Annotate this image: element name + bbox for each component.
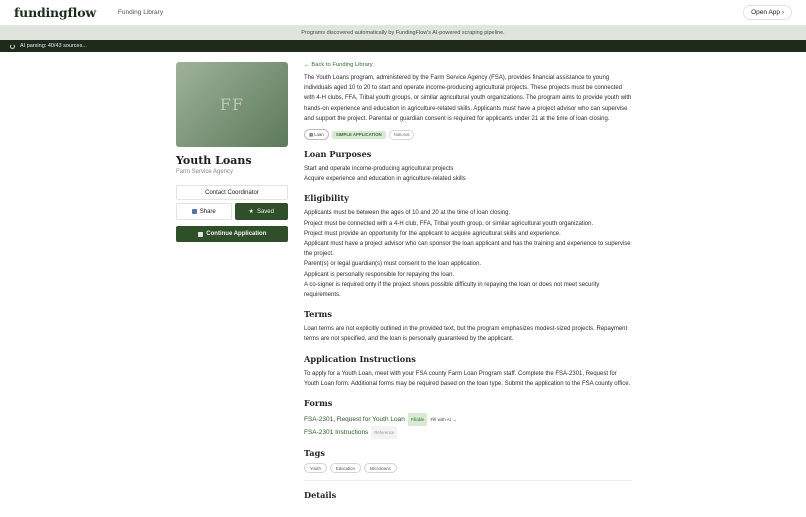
fill-with-ai-link[interactable]: Fill with AI →	[430, 417, 457, 423]
contact-coordinator-label: Contact Coordinator	[205, 189, 259, 196]
top-navigation	[0, 0, 806, 26]
share-button[interactable]	[176, 203, 232, 220]
form-link-fsa-2301[interactable]: FSA-2301, Request for Youth Loan	[304, 416, 405, 424]
eligibility-section	[304, 193, 632, 300]
eligibility-item: A co-signer is required only if the project shows possible difficulty in repaying the loan or does not meet security requirements.	[304, 281, 600, 299]
application-instructions-section	[304, 354, 632, 389]
details-heading: Details	[304, 490, 337, 501]
program-description: The Youth Loans program, administered by the Farm Service Agency (FSA), provides financial assistance to young individuals aged 10 to 20 to start and operate income-producing agricultural projects. These projects must be connected with 4-H clubs, FFA, Tribal youth groups, or similar agricultural youth organizations. The program aims to provide youth with hands-on experience and education in agriculture-related skills. Applicants must have a project advisor who can supervise and support the project. Parental or guardian consent is required for applicants under 21 at the time of loan closing.	[304, 75, 632, 122]
eligibility-item: Applicant must have a project advisor who can sponsor the loan applicant and has the training and experience to supervise the project.	[304, 241, 631, 258]
continue-application-button[interactable]	[176, 226, 288, 242]
reference-badge: Reference	[371, 426, 397, 439]
section-divider	[304, 480, 632, 481]
eligibility-item: Project must be connected with a 4-H club, FFA, Tribal youth group, or similar agricultural youth organization.	[304, 220, 594, 227]
terms-section	[304, 309, 632, 344]
continue-application-label: Continue Application	[206, 231, 267, 237]
parsing-status-text: AI parsing: 40/43 sources...	[20, 43, 87, 49]
eligibility-item: Parent(s) or legal guardian(s) must consent to the loan application.	[304, 261, 482, 268]
program-hero-image	[176, 62, 288, 147]
badge-simple-application: SIMPLE APPLICATION	[332, 131, 386, 139]
loading-spinner-icon	[10, 44, 15, 49]
nav-link-funding-library[interactable]: Funding Library	[117, 9, 164, 16]
details-section	[304, 490, 632, 500]
banner-text: Programs discovered automatically by FundingFlow's AI-powered scraping pipeline.	[301, 30, 505, 36]
terms-heading: Terms	[304, 309, 332, 320]
tags-section	[304, 448, 632, 473]
info-banner	[0, 26, 806, 40]
tag-microloans[interactable]: Microloans	[364, 463, 397, 473]
forms-heading: Forms	[304, 398, 333, 409]
tag-list	[304, 463, 632, 473]
form-link-fsa-2301-instructions[interactable]: FSA-2301 Instructions	[304, 429, 369, 437]
loan-purposes-heading: Loan Purposes	[304, 149, 372, 160]
loan-purpose-item: Acquire experience and education in agriculture-related skills	[304, 176, 466, 183]
hero-initials: FF	[219, 95, 245, 114]
document-icon: ▦	[197, 231, 204, 238]
badge-national: National	[389, 130, 415, 140]
action-button-row	[176, 203, 288, 220]
eligibility-heading: Eligibility	[304, 193, 349, 204]
program-agency: Farm Service Agency	[176, 169, 234, 175]
share-label: Share	[199, 208, 216, 215]
program-sidebar	[176, 62, 288, 242]
program-badges	[304, 129, 632, 140]
form-item	[304, 413, 632, 426]
program-details	[304, 62, 632, 505]
open-app-button[interactable]: Open App ›	[743, 5, 792, 20]
star-icon: ★	[248, 209, 254, 215]
eligibility-item: Project must provide an opportunity for the applicant to acquire agricultural skills and experience.	[304, 230, 561, 237]
eligibility-item: Applicants must be between the ages of 10 and 20 at the time of loan closing.	[304, 210, 511, 217]
tag-education[interactable]: Education	[330, 463, 361, 473]
tags-heading: Tags	[304, 448, 325, 459]
application-instructions-heading: Application Instructions	[304, 353, 416, 364]
tag-youth[interactable]: Youth	[304, 463, 327, 473]
loan-purposes-section	[304, 149, 632, 184]
program-title: Youth Loans	[176, 154, 252, 167]
terms-text: Loan terms are not explicitly outlined in the provided text, but the program emphasizes modest-sized projects. Repayment terms are not specified, and the loan is personally guaranteed by the applicant.	[304, 326, 628, 343]
back-to-library-link[interactable]: ← Back to Funding Library	[304, 62, 373, 68]
parsing-status-bar	[0, 40, 806, 52]
logo[interactable]: fundingflow	[14, 5, 96, 20]
eligibility-item: Applicant is personally responsible for repaying the loan.	[304, 271, 455, 278]
saved-button[interactable]	[235, 203, 289, 220]
loan-purpose-item: Start and operate income-producing agricultural projects	[304, 166, 454, 173]
share-icon	[192, 209, 197, 214]
forms-section	[304, 398, 632, 439]
form-item	[304, 426, 632, 439]
saved-label: Saved	[256, 208, 274, 215]
badge-loan-type: ▦ Loan	[304, 129, 329, 140]
contact-coordinator-button[interactable]	[176, 185, 288, 200]
application-instructions-text: To apply for a Youth Loan, meet with your FSA county Farm Loan Program staff. Complete the FSA-2301, Request for Youth Loan form. Additional forms may be required based on the loan type. Submit the application to the FSA county office.	[304, 370, 631, 387]
fillable-badge: Fillable	[408, 413, 428, 426]
